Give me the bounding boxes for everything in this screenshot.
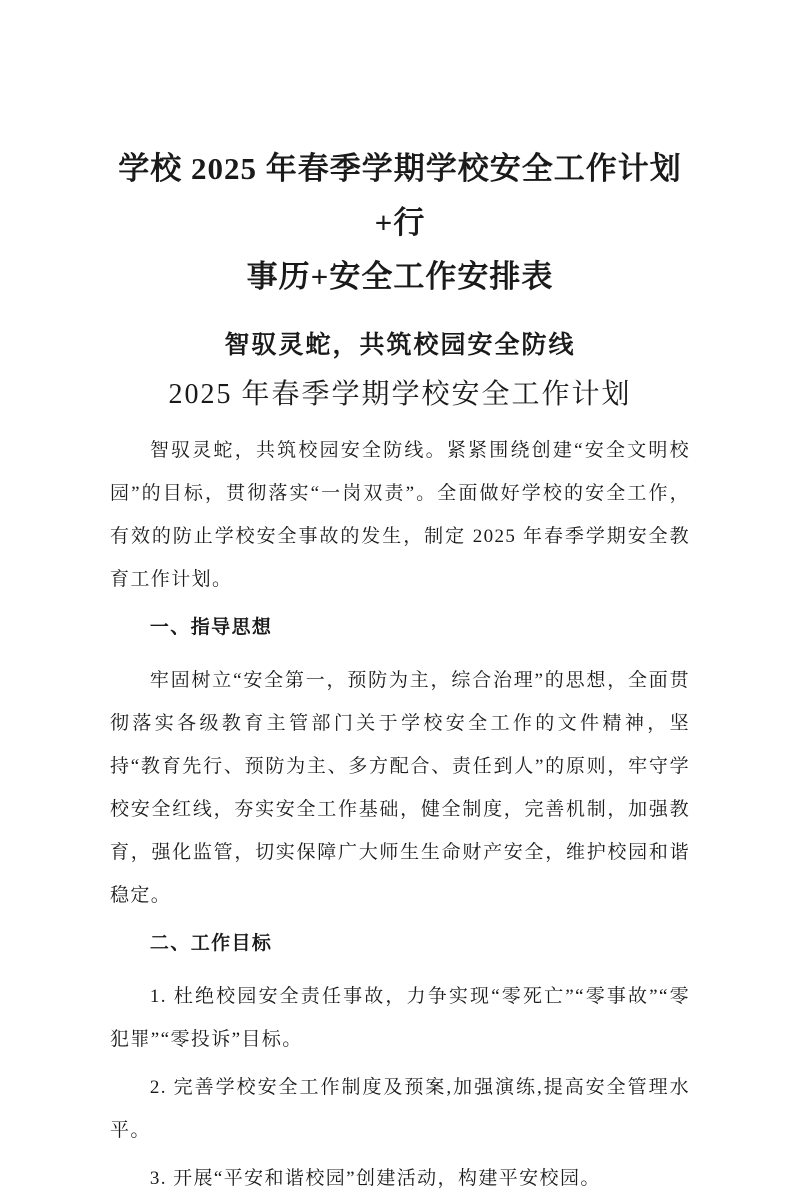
goal-item-2: 2. 完善学校安全工作制度及预案,加强演练,提高安全管理水平。 <box>110 1076 690 1141</box>
goal-item-1: 1. 杜绝校园安全责任事故，力争实现“零死亡”“零事故”“零犯罪”“零投诉”目标。 <box>110 985 690 1050</box>
section-1-paragraph: 牢固树立“安全第一，预防为主，综合治理”的思想，全面贯彻落实各级教育主管部门关于学校安全工作的文件精神，坚持“教育先行、预防为主、多方配合、责任到人”的原则，牢守学校安全红线，夯实安全工作基础，健全制度，完善机制，加强教育，强化监管，切实保障广大师生生命财产安全，维护校园和谐稳定。 <box>110 669 690 906</box>
plan-title: 2025 年春季学期学校安全工作计划 <box>168 378 632 410</box>
document-subtitle: 智驭灵蛇，共筑校园安全防线 <box>224 331 576 359</box>
section-1-heading: 一、指导思想 <box>149 616 273 638</box>
goal-item-3: 3. 开展“平安和谐校园”创建活动，构建平安校园。 <box>149 1167 601 1189</box>
document-title-line-2: 事历+安全工作安排表 <box>246 258 554 294</box>
document-title <box>110 142 690 304</box>
section-2-heading: 二、工作目标 <box>149 932 273 954</box>
intro-paragraph: 智驭灵蛇，共筑校园安全防线。紧紧围绕创建“安全文明校园”的目标，贯彻落实“一岗双责”。全面做好学校的安全工作，有效的防止学校安全事故的发生，制定 2025 年春季学期安全教育工作计划。 <box>110 439 690 590</box>
document-title-line-1: 学校 2025 年春季学期学校安全工作计划+行 <box>118 150 682 240</box>
